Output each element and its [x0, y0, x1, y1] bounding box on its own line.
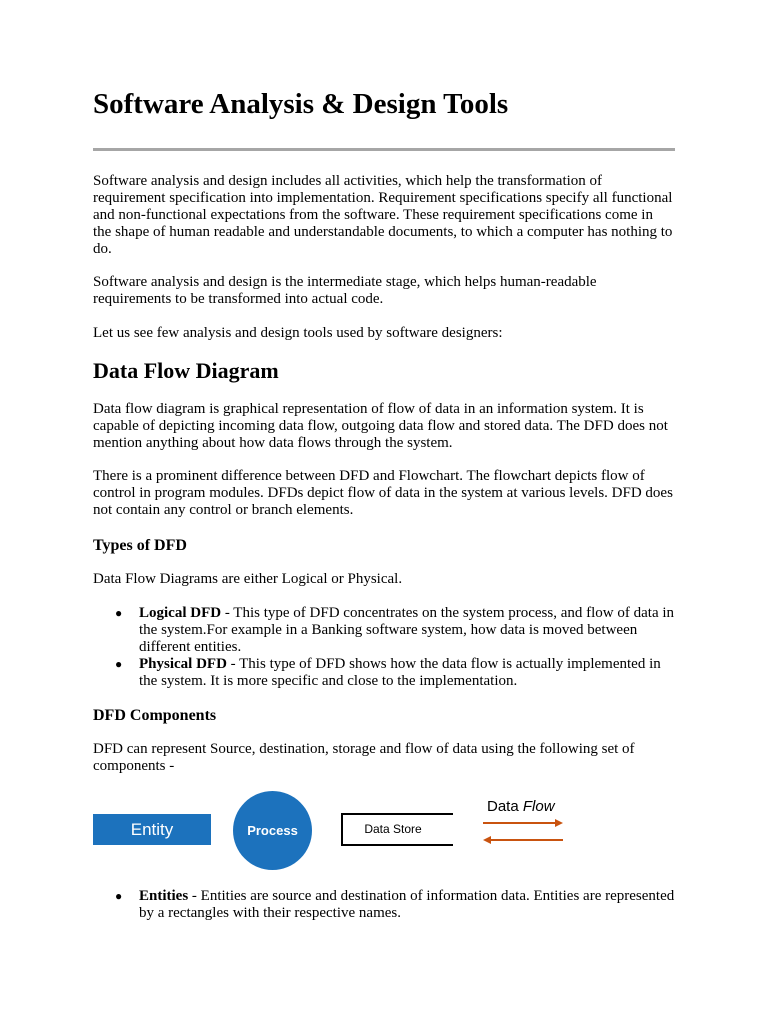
- bullet-icon: ●: [115, 606, 123, 620]
- intro-paragraph-3: Let us see few analysis and design tools used by software designers:: [93, 325, 503, 341]
- flow-arrowhead-right: [555, 819, 563, 827]
- entity-symbol: Entity: [93, 814, 211, 845]
- dfd-heading: Data Flow Diagram: [93, 358, 279, 383]
- data-flow-label-word-2: Flow: [522, 798, 555, 815]
- list-item-entities: [93, 888, 675, 922]
- page-title: Software Analysis & Design Tools: [93, 88, 509, 120]
- dfd-paragraph-2: There is a prominent difference between DFD and Flowchart. The flowchart depicts flow of control in program modules. DFDs depict flow of data in the system at various levels. DFD does not contain any control or branch elements.: [93, 468, 673, 518]
- term-physical-dfd: Physical DFD: [139, 656, 227, 672]
- process-symbol: Process: [233, 791, 312, 870]
- types-list: [93, 605, 675, 690]
- title-divider: [93, 148, 675, 151]
- dfd-components-heading: DFD Components: [93, 707, 217, 724]
- types-of-dfd-heading: Types of DFD: [93, 537, 187, 554]
- term-entities: Entities: [139, 888, 189, 904]
- intro-paragraph-2: Software analysis and design is the intermediate stage, which helps human-readable requirements to be transformed into actual code.: [93, 274, 597, 307]
- dfd-components-figure: [93, 788, 675, 874]
- data-flow-arrows-icon: [481, 818, 565, 846]
- dfd-paragraph-1: Data flow diagram is graphical representation of flow of data in an information system. It is capable of depicting incoming data flow, outgoing data flow and stored data. The DFD does not mention anything about how data flows through the system.: [93, 401, 668, 451]
- types-intro: Data Flow Diagrams are either Logical or Physical.: [93, 571, 403, 587]
- list-item-physical-dfd: [93, 656, 675, 690]
- components-intro: DFD can represent Source, destination, storage and flow of data using the following set of components -: [93, 741, 635, 774]
- desc-logical-dfd: - This type of DFD concentrates on the system process, and flow of data in the system.For example in a Banking software system, how data is moved between different entities.: [139, 605, 675, 655]
- list-item-logical-dfd: [93, 605, 675, 656]
- data-flow-label: [487, 798, 555, 816]
- bullet-icon: ●: [115, 889, 123, 903]
- intro-paragraph-1: Software analysis and design includes all activities, which help the transformation of requirement specification into implementation. Requirement specifications specify all functional and non-functional expectations from the software. These requirement specifications come in the shape of human readable and understandable documents, to which a computer has nothing to do.: [93, 173, 673, 257]
- components-list: [93, 888, 675, 922]
- bullet-icon: ●: [115, 657, 123, 671]
- term-logical-dfd: Logical DFD: [139, 605, 222, 621]
- data-store-symbol: Data Store: [341, 813, 453, 846]
- flow-arrowhead-left: [483, 836, 491, 844]
- desc-entities: - Entities are source and destination of information data. Entities are represented by a rectangles with their respective names.: [139, 888, 675, 921]
- desc-physical-dfd: - This type of DFD shows how the data flow is actually implemented in the system. It is more specific and close to the implementation.: [139, 656, 661, 689]
- data-flow-label-word-1: Data: [487, 798, 519, 815]
